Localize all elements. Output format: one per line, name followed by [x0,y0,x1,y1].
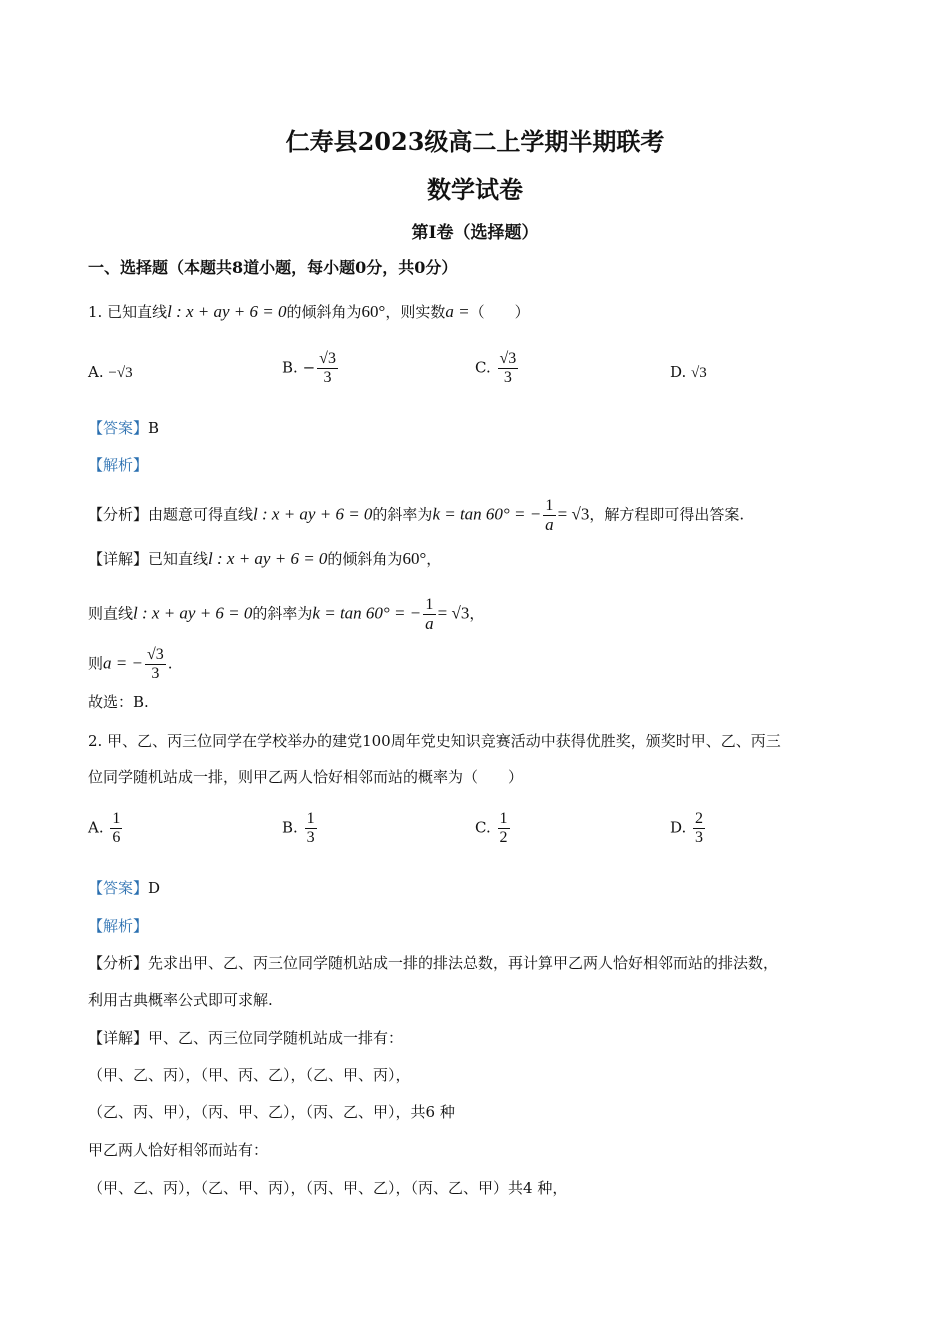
section-heading: 一、选择题（本题共8道小题，每小题0分，共0分） [88,258,458,277]
q1-line-equation: l : x + ay + 6 = 0 [167,302,287,321]
q2-answer: 【答案】D [88,879,161,897]
fraction: $\frac{1}{a}$ [425,596,434,633]
q1-answer: 【答案】B [88,419,160,437]
q1-option-a: A. −√3 [88,363,133,381]
fraction: $\frac{1}{3}$ [306,810,315,846]
q2-option-c: C. $\frac{1}{2}$ [475,810,508,846]
exam-title: 仁寿县2023级高二上学期半期联考 [285,127,665,156]
q2-detail-line4: 甲乙两人恰好相邻而站有： [88,1141,269,1159]
q1-detail-line1: 【详解】已知直线l : x + ay + 6 = 0的倾斜角为60°， [88,549,442,568]
q1-detail-line2: 则直线l : x + ay + 6 = 0的斜率为k = tan 60° = − $\frac{1}{a}$ = √3， [88,596,485,633]
fraction: $\frac{2}{3}$ [695,810,704,846]
q2-stem-line1: 2. 甲、乙、丙三位同学在学校举办的建党100周年党史知识竞赛活动中获得优胜奖，颁奖时甲、乙、丙三 [88,732,781,750]
q2-detail-line3: （乙、丙、甲），（丙、甲、乙），（丙、乙、甲），共6 种 [88,1103,455,1121]
part-heading: 第I卷（选择题） [411,223,539,243]
fraction: $\frac{1}{2}$ [499,810,508,846]
q2-stem-line2: 位同学随机站成一排，则甲乙两人恰好相邻而站的概率为（ ） [88,768,524,786]
q1-detail-line3: 则a = − $\frac{√3}{3}$ . [88,646,173,682]
q2-option-b: B. $\frac{1}{3}$ [282,810,315,846]
q1-stem: 1. 已知直线l : x + ay + 6 = 0的倾斜角为60°，则实数a =（ ） [88,302,530,321]
exam-subtitle: 数学试卷 [427,175,523,204]
q2-option-d: D. $\frac{2}{3}$ [670,810,704,846]
q2-detail-line5: （甲、乙、丙），（乙、甲、丙），（丙、甲、乙），（丙、乙、甲）共4 种， [88,1179,568,1197]
fraction: $\frac{1}{6}$ [112,810,121,846]
q1-option-b: B. − $\frac{√3}{3}$ [282,350,336,386]
fraction: $\frac{√3}{3}$ [499,350,517,386]
q2-fenxi-line2: 利用古典概率公式即可求解. [88,991,273,1009]
q2-detail-line1: 【详解】甲、乙、丙三位同学随机站成一排有： [88,1029,404,1047]
q1-conclusion: 故选：B. [88,693,149,711]
fraction: $\frac{1}{a}$ [545,497,554,534]
q2-analysis-tag: 【解析】 [88,917,149,935]
fraction: $\frac{√3}{3}$ [146,646,164,682]
q1-option-d: D. √3 [670,363,707,381]
q1-analysis-tag: 【解析】 [88,456,149,474]
q2-detail-line2: （甲、乙、丙），（甲、丙、乙），（乙、甲、丙）， [88,1066,411,1084]
q2-option-a: A. $\frac{1}{6}$ [88,810,121,846]
q1-option-c: C. $\frac{√3}{3}$ [475,350,517,386]
q1-fenxi: 【分析】由题意可得直线l : x + ay + 6 = 0的斜率为k = tan 60° = − $\frac{1}{a}$ = √3，解方程即可得出答案. [88,497,745,534]
q2-fenxi-line1: 【分析】先求出甲、乙、丙三位同学随机站成一排的排法总数，再计算甲乙两人恰好相邻而站的排法数， [88,954,779,972]
fraction: $\frac{√3}{3}$ [319,350,336,386]
